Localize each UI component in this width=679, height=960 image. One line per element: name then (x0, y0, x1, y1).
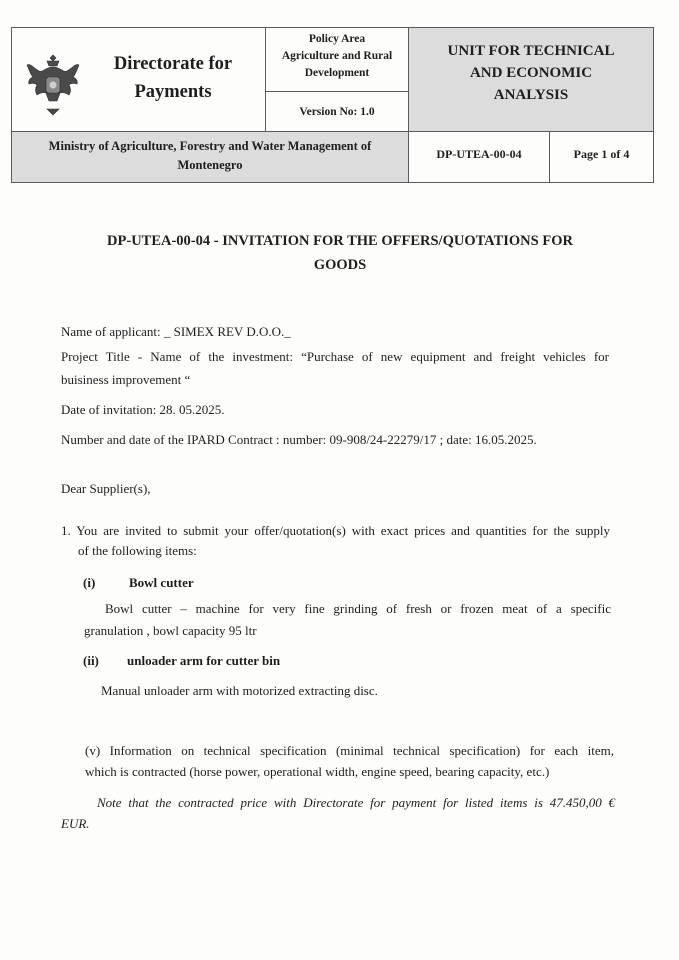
ipard-contract: Number and date of the IPARD Contract : number: 09-908/24-22279/17 ; date: 16.05.2025. (61, 432, 537, 447)
document-title (40, 229, 640, 277)
montenegro-coat-of-arms-icon (25, 51, 81, 117)
unit-cell (409, 28, 653, 132)
salutation: Dear Supplier(s), (61, 481, 151, 496)
item-name: unloader arm for cutter bin (127, 653, 281, 668)
note-line2: EUR. (61, 816, 90, 831)
unit-line: ANALYSIS (493, 87, 569, 103)
ministry-line: Ministry of Agriculture, Forestry and Water Management of (48, 139, 372, 153)
spec-line2: which is contracted (horse power, operational width, engine speed, bearing capacity, etc.) (85, 764, 550, 779)
item-number: (i) (83, 575, 96, 590)
item-name: Bowl cutter (129, 575, 194, 590)
page-number-cell (550, 132, 653, 182)
policy-area-line: Policy Area (308, 33, 366, 45)
item-description-line1: Manual unloader arm with motorized extracting disc. (101, 683, 378, 698)
document-code: DP-UTEA-00-04 (436, 147, 522, 161)
ministry-line: Montenegro (177, 158, 243, 172)
document-header-table (11, 27, 654, 183)
policy-area-cell (266, 28, 409, 92)
title-line: GOODS (313, 257, 367, 273)
directorate-title: Directorate for Payments (113, 54, 233, 102)
title-line: DP-UTEA-00-04 - INVITATION FOR THE OFFERS/QUOTATIONS FOR (107, 233, 573, 249)
version-number: Version No: 1.0 (299, 106, 375, 118)
project-title-line2: buisiness improvement “ (61, 372, 191, 387)
unit-line: AND ECONOMIC (469, 65, 593, 81)
policy-area-line: Development (304, 67, 370, 79)
policy-area-line: Agriculture and Rural (281, 50, 393, 62)
version-cell (266, 92, 409, 132)
unit-line: UNIT FOR TECHNICAL (447, 43, 615, 59)
project-title-line1: Project Title - Name of the investment: “Purchase of new equipment and freight vehicles for (61, 349, 609, 364)
note-line1: Note that the contracted price with Directorate for payment for listed items is 47.450,00 € (97, 795, 615, 810)
applicant-name: Name of applicant: _ SIMEX REV D.O.O._ (61, 324, 291, 339)
document-code-cell (409, 132, 550, 182)
item-description-line1: Bowl cutter – machine for very fine grinding of fresh or frozen meat of a specific (105, 601, 611, 616)
section1-line1: 1. You are invited to submit your offer/quotation(s) with exact prices and quantities for the supply (61, 523, 610, 538)
invitation-date: Date of invitation: 28. 05.2025. (61, 402, 225, 417)
ministry-cell (12, 132, 409, 182)
item-number: (ii) (83, 653, 99, 668)
section1-line2: of the following items: (78, 543, 197, 558)
page-number: Page 1 of 4 (573, 147, 630, 161)
spec-line1: (v) Information on technical specification (minimal technical specification) for each item, (85, 743, 614, 758)
item-description-line2: granulation , bowl capacity 95 ltr (84, 623, 257, 638)
header-logo-cell (12, 28, 266, 132)
